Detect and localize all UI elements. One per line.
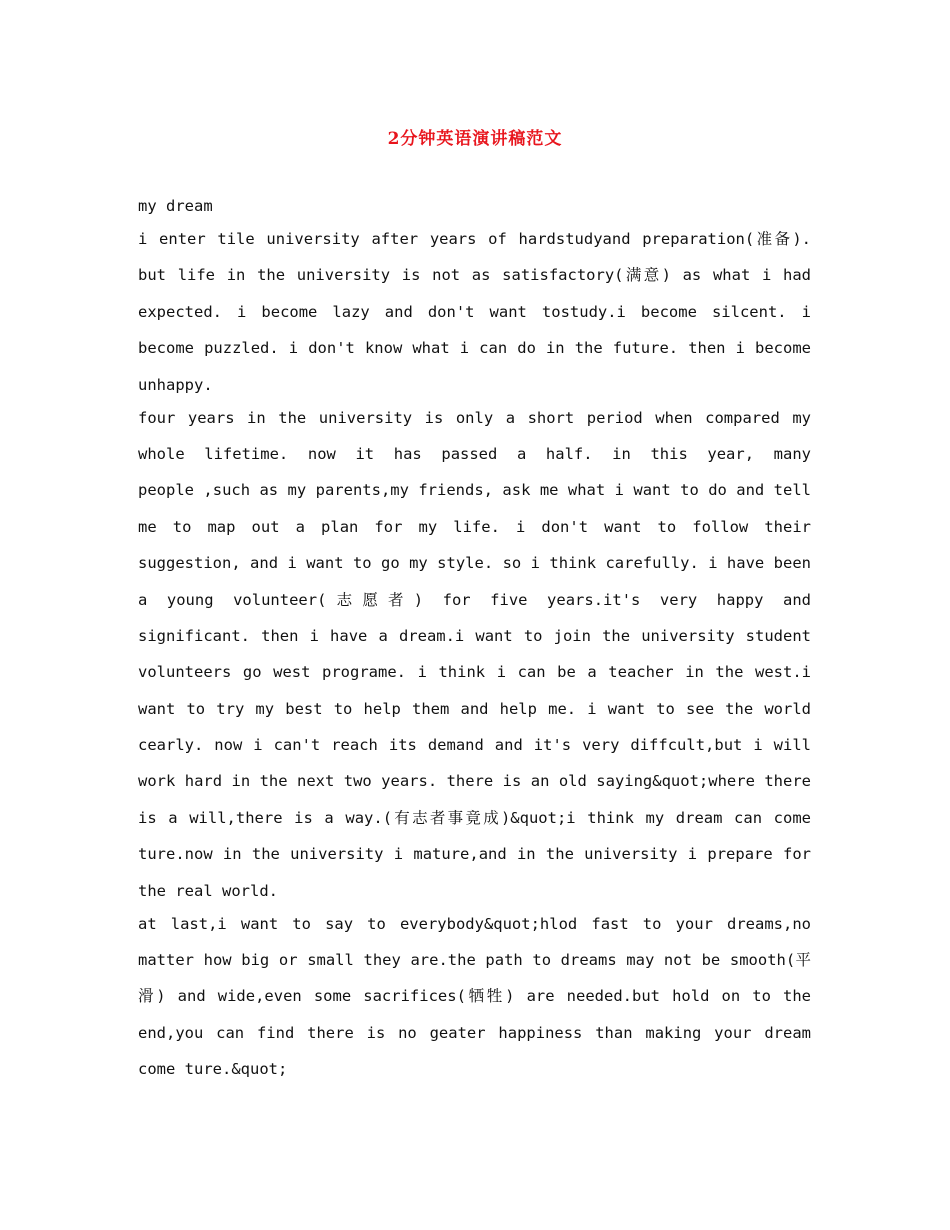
paragraph-line: ture.now in the university i mature,and in the university i prepare for <box>138 845 811 864</box>
paragraph-line: whole lifetime. now it has passed a half. in this year, many <box>138 444 811 463</box>
paragraph-line: the real world. <box>138 881 278 900</box>
paragraph-line: volunteers go west programe. i think i can be a teacher in the west.i <box>138 663 811 682</box>
paragraph-line: a young volunteer(志愿者) for five years.it's very happy and <box>138 590 811 609</box>
paragraph-line: is a will,there is a way.(有志者事竟成)&quot;i think my dream can come <box>138 808 811 827</box>
paragraph-line: expected. i become lazy and don't want tostudy.i become silcent. i <box>138 302 811 321</box>
paragraph-line: significant. then i have a dream.i want to join the university student <box>138 626 811 645</box>
paragraph-line: four years in the university is only a short period when compared my <box>138 408 811 427</box>
paragraph-line: work hard in the next two years. there is an old saying&quot;where there <box>138 772 811 791</box>
page-title: 2分钟英语演讲稿范文 <box>387 129 563 149</box>
paragraph-line: suggestion, and i want to go my style. so i think carefully. i have been <box>138 554 811 573</box>
paragraph-line: end,you can find there is no geater happiness than making your dream <box>138 1023 811 1042</box>
paragraph-line: become puzzled. i don't know what i can do in the future. then i become <box>138 339 811 358</box>
paragraph-line: 滑) and wide,even some sacrifices(牺牲) are needed.but hold on to the <box>138 987 811 1006</box>
paragraph-line: matter how big or small they are.the path to dreams may not be smooth(平 <box>138 951 811 970</box>
paragraph-line: but life in the university is not as satisfactory(满意) as what i had <box>138 266 811 285</box>
paragraph-line: i enter tile university after years of hardstudyand preparation(准备). <box>138 230 811 248</box>
paragraph-line: want to try my best to help them and help me. i want to see the world <box>138 699 811 718</box>
paragraph-line: people ,such as my parents,my friends, ask me what i want to do and tell <box>138 481 811 500</box>
paragraph-line: me to map out a plan for my life. i don't want to follow their <box>138 517 811 536</box>
paragraph-line: at last,i want to say to everybody&quot;hlod fast to your dreams,no <box>138 914 811 933</box>
paragraph-line: unhappy. <box>138 375 213 394</box>
paragraph-line: cearly. now i can't reach its demand and it's very diffcult,but i will <box>138 736 811 755</box>
document-body <box>138 193 811 1093</box>
essay-heading: my dream <box>138 197 213 215</box>
paragraph-line: come ture.&quot; <box>138 1060 288 1079</box>
